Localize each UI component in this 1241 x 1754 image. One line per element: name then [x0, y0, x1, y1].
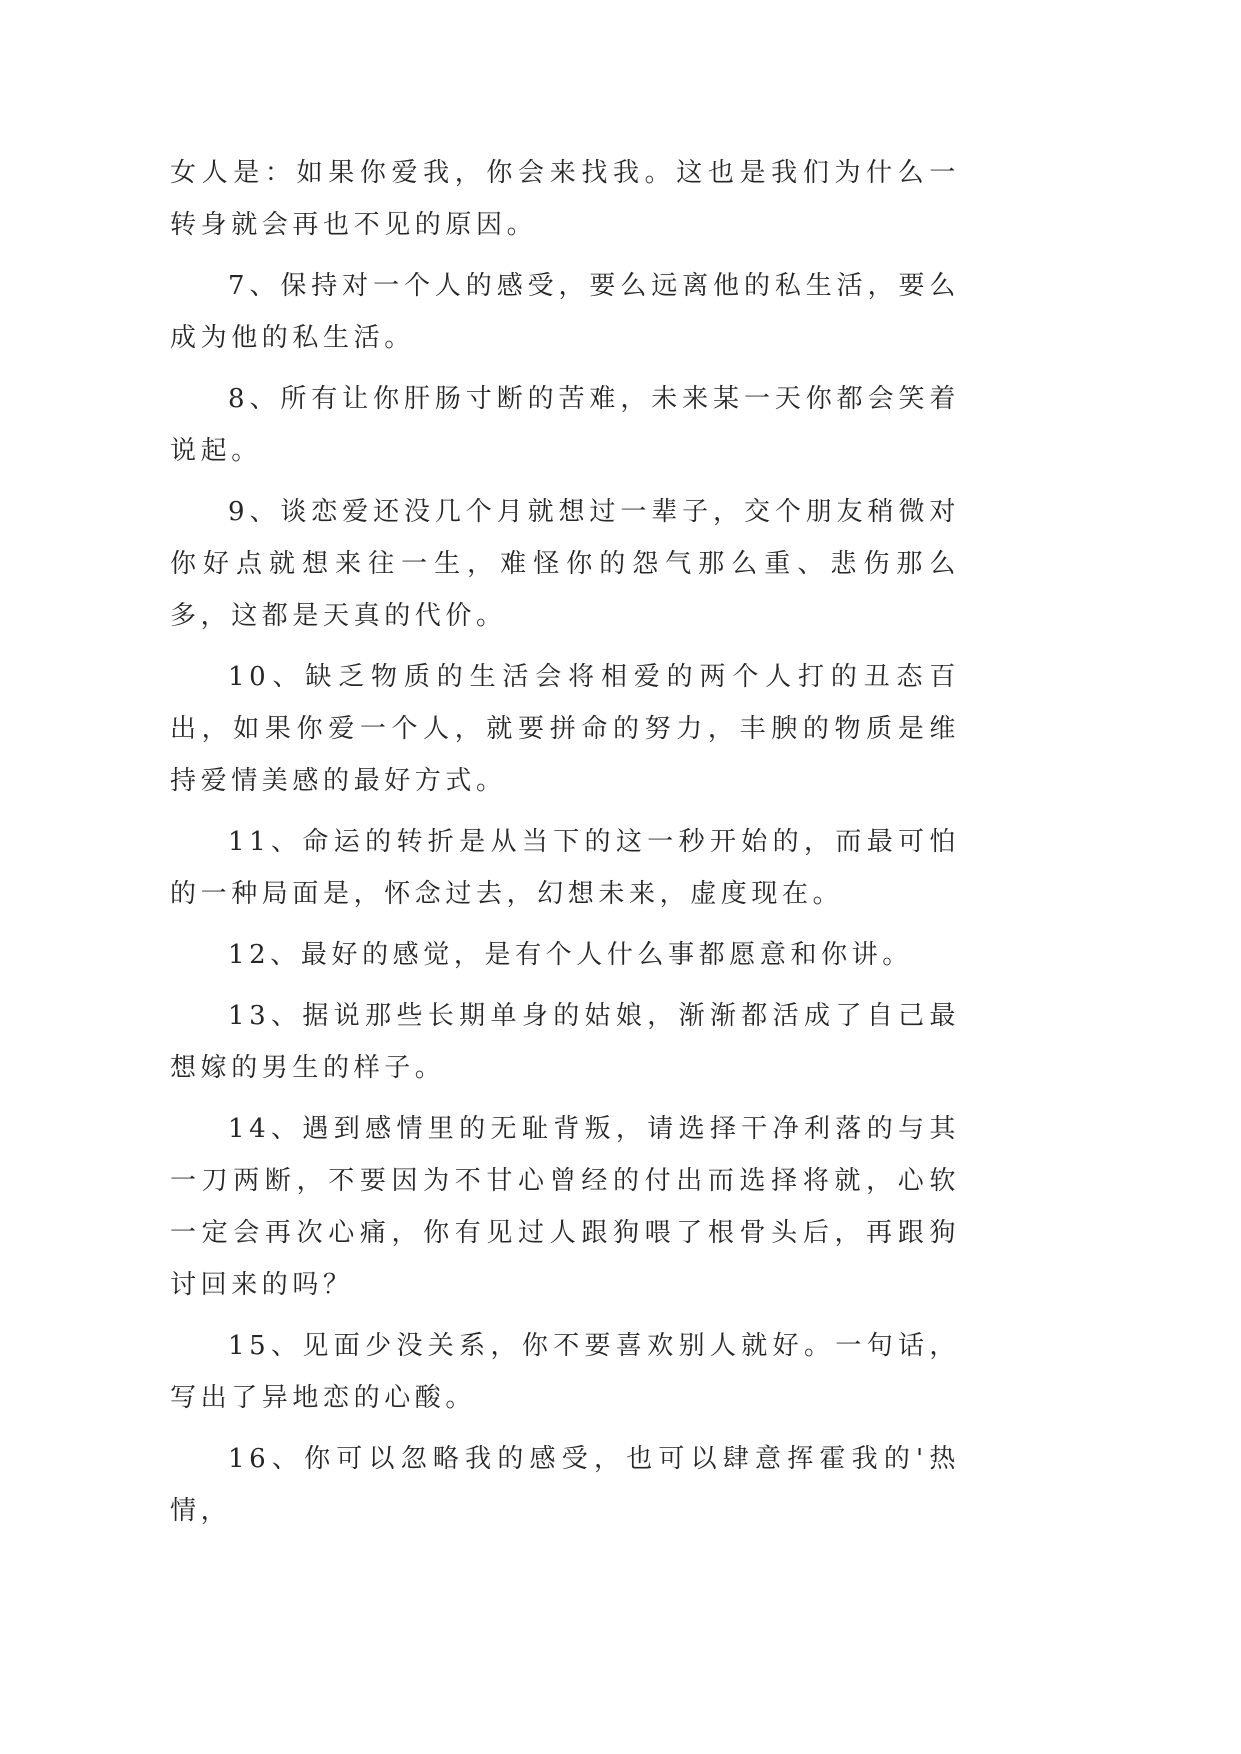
paragraph-item-13: 13、据说那些长期单身的姑娘，渐渐都活成了自己最想嫁的男生的样子。 — [170, 1001, 960, 1083]
paragraph-item-9: 9、谈恋爱还没几个月就想过一辈子，交个朋友稍微对你好点就想来往一生，难怪你的怨气那么重、悲伤那么多，这都是天真的代价。 — [170, 497, 960, 631]
paragraph-continuation: 女人是：如果你爱我，你会来找我。这也是我们为什么一转身就会再也不见的原因。 — [170, 158, 960, 240]
paragraph-item-14: 14、遇到感情里的无耻背叛，请选择干净利落的与其一刀两断，不要因为不甘心曾经的付出而选择将就，心软一定会再次心痛，你有见过人跟狗喂了根骨头后，再跟狗讨回来的吗？ — [170, 1114, 960, 1300]
paragraph-item-16: 16、你可以忽略我的感受，也可以肆意挥霍我的'热情， — [170, 1444, 960, 1526]
paragraph-item-12: 12、最好的感觉，是有个人什么事都愿意和你讲。 — [228, 940, 913, 970]
paragraph-item-11: 11、命运的转折是从当下的这一秒开始的，而最可怕的一种局面是，怀念过去，幻想未来，虚度现在。 — [170, 827, 960, 909]
body-text — [170, 147, 960, 1546]
paragraph-item-15: 15、见面少没关系，你不要喜欢别人就好。一句话，写出了异地恋的心酸。 — [170, 1331, 960, 1413]
paragraph-item-7: 7、保持对一个人的感受，要么远离他的私生活，要么成为他的私生活。 — [170, 271, 960, 353]
paragraph-item-8: 8、所有让你肝肠寸断的苦难，未来某一天你都会笑着说起。 — [170, 384, 960, 466]
paragraph-item-10: 10、缺乏物质的生活会将相爱的两个人打的丑态百出，如果你爱一个人，就要拼命的努力，丰腴的物质是维持爱情美感的最好方式。 — [170, 662, 960, 796]
